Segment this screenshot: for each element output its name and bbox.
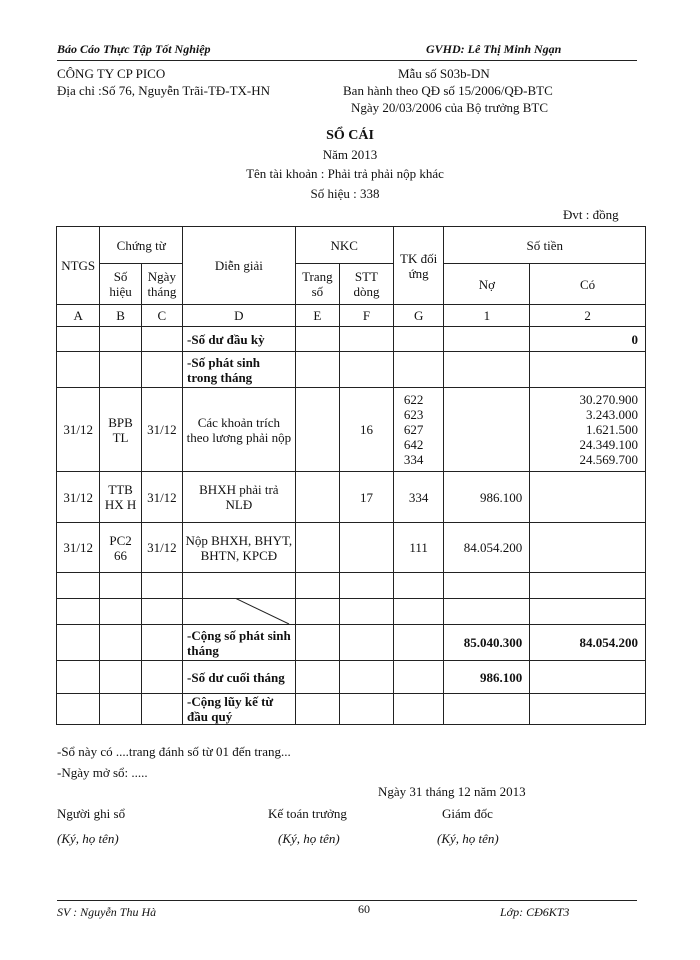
cumulative-label: -Cộng lũy kế từ đầu quý — [183, 694, 296, 725]
sign-recorder: Người ghi sổ — [57, 806, 126, 821]
row-ntgs: 31/12 — [57, 388, 100, 472]
row-trang-so — [295, 472, 339, 523]
col-head-nkc: NKC — [295, 227, 393, 264]
row-so-hieu: TTB HX H — [100, 472, 141, 523]
row-ntgs: 31/12 — [57, 472, 100, 523]
opening-balance-value: 0 — [530, 327, 646, 352]
col-head-co: Có — [530, 264, 646, 305]
form-code: Mẫu số S03b-DN — [398, 66, 490, 81]
col-head-ngay-thang: Ngày tháng — [141, 264, 182, 305]
report-header-left: Báo Cáo Thực Tập Tốt Nghiệp — [57, 42, 211, 56]
table-row — [57, 472, 646, 523]
row-co: 1.621.500 — [586, 422, 638, 437]
closing-no: 986.100 — [444, 661, 530, 694]
row-so-hieu: PC2 66 — [100, 523, 141, 573]
sign-chief-accountant: Kế toán trưởng — [268, 806, 347, 821]
row-tk: 642 — [403, 437, 424, 452]
footer-student: SV : Nguyễn Thu Hà — [57, 905, 157, 919]
row-stt-dong — [340, 523, 394, 573]
arising-label: -Số phát sinh trong tháng — [183, 352, 296, 388]
code-cell: 2 — [530, 305, 646, 327]
col-head-no: Nợ — [444, 264, 530, 305]
cumulative-row — [57, 694, 646, 725]
code-cell: F — [340, 305, 394, 327]
account-name: Tên tài khoản : Phải trả phải nộp khác — [246, 166, 444, 181]
row-so-hieu: BPB TL — [100, 388, 141, 472]
table-row — [57, 523, 646, 573]
row-ntgs: 31/12 — [57, 523, 100, 573]
row-tk: 622 — [403, 392, 424, 407]
code-cell: E — [295, 305, 339, 327]
note-open-date: -Ngày mở sổ: ..... — [57, 765, 148, 780]
ledger-year: Năm 2013 — [322, 147, 378, 162]
company-name: CÔNG TY CP PICO — [57, 66, 166, 81]
closing-row — [57, 661, 646, 694]
col-head-chung-tu: Chứng từ — [100, 227, 183, 264]
col-head-so-tien: Số tiền — [444, 227, 646, 264]
total-no: 85.040.300 — [444, 625, 530, 661]
row-co: 24.569.700 — [579, 452, 638, 467]
row-stt-dong: 16 — [340, 388, 394, 472]
row-dien-giai: BHXH phải trả NLĐ — [183, 472, 296, 523]
opening-balance-row — [57, 327, 646, 352]
report-header-right: GVHD: Lê Thị Minh Ngạn — [426, 42, 562, 56]
company-address: Địa chỉ :Số 76, Nguyễn Trãi-TĐ-TX-HN — [57, 83, 271, 98]
form-decision: Ban hành theo QĐ số 15/2006/QĐ-BTC — [343, 83, 553, 98]
header-rule — [57, 60, 637, 61]
form-decision-date: Ngày 20/03/2006 của Bộ trưởng BTC — [351, 100, 548, 115]
code-cell: B — [100, 305, 141, 327]
arising-row — [57, 352, 646, 388]
row-no: 986.100 — [444, 472, 530, 523]
code-cell: G — [393, 305, 444, 327]
code-cell: A — [57, 305, 100, 327]
row-trang-so — [295, 388, 339, 472]
col-head-dien-giai: Diễn giải — [183, 227, 296, 305]
total-co: 84.054.200 — [530, 625, 646, 661]
sign-note-director: (Ký, họ tên) — [437, 831, 499, 846]
footer-rule — [57, 900, 637, 901]
currency-unit: Đvt : đồng — [563, 207, 619, 222]
row-dien-giai: Nộp BHXH, BHYT, BHTN, KPCĐ — [183, 523, 296, 573]
row-tk: 334 — [403, 452, 424, 467]
sign-note-recorder: (Ký, họ tên) — [57, 831, 119, 846]
col-head-so-hieu: Số hiệu — [100, 264, 141, 305]
col-head-stt-dong: STT dòng — [340, 264, 394, 305]
row-co: 3.243.000 — [586, 407, 638, 422]
col-head-ntgs: NTGS — [57, 227, 100, 305]
sign-note-chief: (Ký, họ tên) — [278, 831, 340, 846]
row-ngay-thang: 31/12 — [141, 472, 182, 523]
ledger-title: SỔ CÁI — [326, 128, 374, 143]
total-row — [57, 625, 646, 661]
diagonal-line — [183, 599, 292, 625]
footer-page-number: 60 — [358, 902, 370, 916]
note-pages: -Sổ này có ....trang đánh số từ 01 đến trang... — [57, 744, 291, 759]
row-co: 30.270.900 — [579, 392, 638, 407]
row-ngay-thang: 31/12 — [141, 523, 182, 573]
code-row — [57, 305, 646, 327]
row-no: 84.054.200 — [444, 523, 530, 573]
ledger-table — [56, 226, 646, 725]
row-co: 24.349.100 — [579, 437, 638, 452]
row-stt-dong: 17 — [340, 472, 394, 523]
empty-row — [57, 573, 646, 599]
closing-label: -Số dư cuối tháng — [183, 661, 296, 694]
code-cell: C — [141, 305, 182, 327]
empty-row — [57, 599, 646, 625]
row-ngay-thang: 31/12 — [141, 388, 182, 472]
account-number: Số hiệu : 338 — [310, 186, 380, 201]
sign-director: Giám đốc — [442, 806, 493, 821]
row-tk: 627 — [403, 422, 424, 437]
row-tk: 623 — [403, 407, 424, 422]
code-cell: 1 — [444, 305, 530, 327]
col-head-trang-so: Trang số — [295, 264, 339, 305]
col-head-tk-doi-ung: TK đối ứng — [393, 227, 444, 305]
row-trang-so — [295, 523, 339, 573]
code-cell: D — [183, 305, 296, 327]
row-co-list — [530, 388, 646, 472]
opening-balance-label: -Số dư đầu kỳ — [183, 327, 296, 352]
diagonal-slash — [183, 599, 296, 625]
row-dien-giai: Các khoản trích theo lương phải nộp — [183, 388, 296, 472]
sign-date: Ngày 31 tháng 12 năm 2013 — [378, 784, 526, 799]
row-tk: 334 — [393, 472, 444, 523]
table-row — [57, 388, 646, 472]
footer-class: Lớp: CĐ6KT3 — [500, 905, 570, 919]
row-tk-list — [393, 388, 444, 472]
row-tk: 111 — [393, 523, 444, 573]
total-label: -Cộng số phát sinh tháng — [183, 625, 296, 661]
